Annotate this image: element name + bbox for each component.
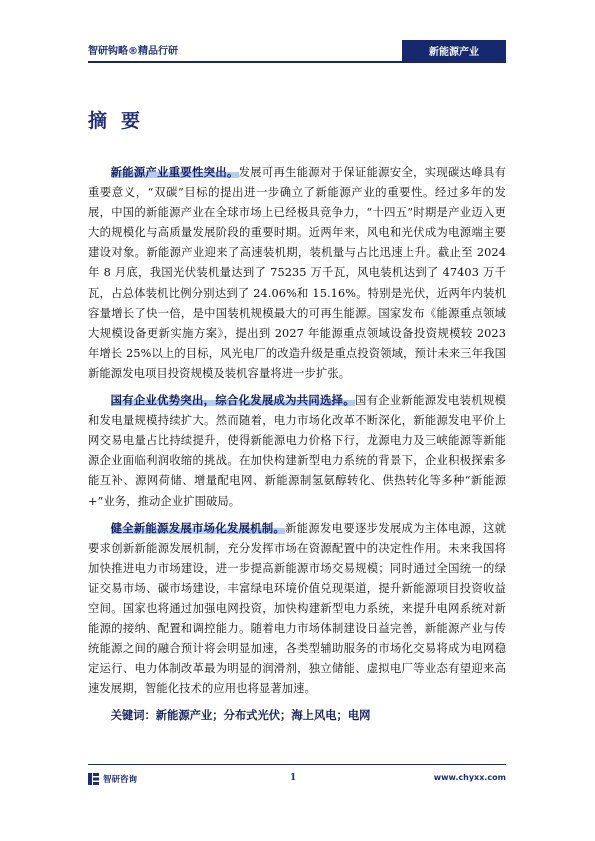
logo-icon [88,773,99,785]
paragraph-1-text: 发展可再生能源对于保证能源安全，实现碳达峰具有重要意义，“双碳”目标的提出进一步确立了新能源产业的重要性。经过多年的发展，中国的新能源产业在全球市场上已经极具竞争力，“十四五”时期是产业迈入更大的规模化与高质量发展阶段的重要时期。近两年来，风电和光伏成为电源端主要建设对象。新能源产业迎来了高速装机期，装机量与占比迅速上升。截止至 2024 年 8 月底，我国光伏装机量达到了 75235 万千瓦，风电装机达到了 47403 万千瓦，占总体装机比例分别达到了 24.06%和 15.16%。特别是光伏，近两年内装机容量增长了快一倍，是中国装机规模最大的可再生能源。国家发布《能源重点领域大规模设备更新实施方案》，提出到 2027 年能源重点领域设备投资规模较 2023 年增长 25%以上的目标，风光电厂的改造升级是重点投资领域，预计未来三年我国新能源发电项目投资规模及装机容量将进一步扩张。 [88,166,506,380]
page-title: 摘要 [88,110,155,132]
footer-url[interactable]: www.chyxx.com [433,773,506,782]
page-header [88,40,506,64]
keywords-line: 关键词：新能源产业；分布式光伏；海上风电；电网 [110,709,371,723]
footer-logo-text: 智研咨询 [103,775,138,785]
paragraph-3 [88,519,506,700]
summary-body [88,163,506,726]
header-brand: 智研钩略®精品行研 [88,46,178,57]
page-number: 1 [290,773,297,783]
header-section-label: 新能源产业 [402,40,506,61]
paragraph-3-lead: 健全新能源发展市场化发展机制。 [110,521,286,535]
footer-logo [88,771,137,787]
paragraph-3-text: 新能源发电要逐步发展成为主体电源，这就要求创新新能源发展机制，充分发挥市场在资源配置中的决定性作用。未来我国将加快推进电力市场建设，进一步提高新能源市场交易规模；同时通过全国统一的绿证交易市场、碳市场建设，丰富绿电环境价值兑现渠道，提升新能源项目投资收益空间。国家也将通过加强电网投资，加快构建新型电力系统，来提升电网系统对新能源的接纳、配置和调控能力。随着电力市场体制建设日益完善，新能源产业与传统能源之间的融合预计将会明显加速，各类型辅助服务的市场化交易将成为电网稳定运行、电力体制改革最为明显的润滑剂，独立储能、虚拟电厂等业态有望迎来高速发展期，智能化技术的应用也将显著加速。 [88,521,506,696]
paragraph-2 [88,391,506,512]
footer-rule [88,764,506,765]
paragraph-1-lead: 新能源产业重要性突出。 [110,166,239,179]
header-rule [88,61,506,63]
paragraph-2-text: 国有企业新能源发电装机规模和发电量规模持续扩大。然而随着，电力市场化改革不断深化，新能源发电平价上网交易电量占比持续提升，使得新能源电力价格下行，龙源电力及三峡能源等新能源企业面临利润收缩的挑战。在加快构建新型电力系统的背景下，企业积极探索多能互补、源网荷储、增量配电网、新能源制氢氨醇转化、供热转化等多种“新能源+”业务，推动企业扩围破局。 [88,394,506,508]
paragraph-2-lead: 国有企业优势突出，综合化发展成为共同选择。 [110,394,355,408]
paragraph-1 [88,163,506,384]
